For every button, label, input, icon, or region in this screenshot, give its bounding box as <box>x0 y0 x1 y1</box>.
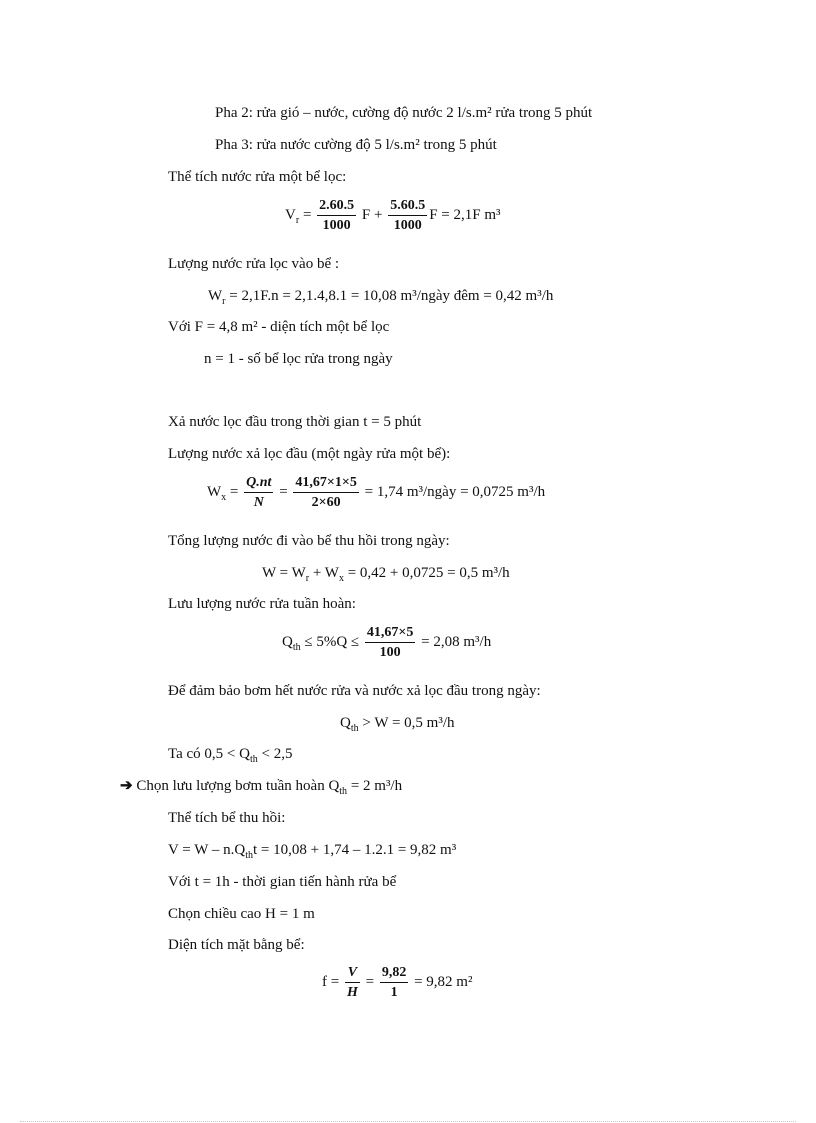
vr-eq-sign: = <box>299 206 316 223</box>
f-f2-num: 9,82 <box>380 964 409 983</box>
vr-f2-num: 5.60.5 <box>388 197 427 216</box>
f-f1-den: H <box>346 985 358 1000</box>
wx-eq-sign: = <box>226 483 243 500</box>
qth-gt-lhs: Q <box>340 715 351 731</box>
w-b: + W <box>309 565 339 581</box>
wr-equation <box>208 286 553 312</box>
qth-f-num: 41,67×5 <box>365 624 415 643</box>
qth-f-den: 100 <box>379 645 401 660</box>
vr-mid: F + <box>358 206 387 223</box>
qth-lhs: Q <box>282 633 293 650</box>
chon-a: Chọn lưu lượng bơm tuần hoàn Q <box>132 778 340 794</box>
qth-fraction <box>365 624 415 661</box>
f-fraction-2 <box>380 964 409 1001</box>
wx-title: Lượng nước xả lọc đầu (một ngày rửa một bể): <box>168 446 451 462</box>
f-fraction-1 <box>345 964 360 1001</box>
qth-gt-rhs: > W = 0,5 m³/h <box>358 715 455 731</box>
vr-lhs-sub: r <box>295 214 300 226</box>
qth-mid: ≤ 5%Q ≤ <box>300 633 363 650</box>
f-lhs: f = <box>322 973 343 990</box>
wr-title: Lượng nước rửa lọc vào bể : <box>168 256 340 272</box>
w-a: W = W <box>262 565 306 581</box>
wx-eq-sign-2: = <box>275 483 292 500</box>
v-sub: th <box>245 850 254 861</box>
vr-fraction-1 <box>317 197 356 234</box>
luu-title: Lưu lượng nước rửa tuần hoàn: <box>168 596 356 612</box>
vr-equation <box>285 197 501 234</box>
chon-sub: th <box>339 786 348 797</box>
thetich-title: Thể tích bể thu hồi: <box>168 810 286 826</box>
v-equation <box>168 840 456 866</box>
qth-equation <box>282 624 491 661</box>
wx-fraction-2 <box>293 474 358 511</box>
w-b-sub: x <box>338 573 344 584</box>
voi-f-line: Với F = 4,8 m² - diện tích một bể lọc <box>168 319 390 335</box>
wr-lhs: W <box>208 288 223 304</box>
chon-b: = 2 m³/h <box>347 778 403 794</box>
vr-f2-den: 1000 <box>393 218 422 233</box>
vr-fraction-2 <box>388 197 427 234</box>
wx-equation <box>207 474 545 511</box>
w-c: = 0,42 + 0,0725 = 0,5 m³/h <box>343 565 510 581</box>
xa-title: Xả nước lọc đầu trong thời gian t = 5 phút <box>168 414 422 430</box>
w-equation <box>262 563 510 589</box>
wr-rest: = 2,1F.n = 2,1.4,8.1 = 10,08 m³/ngày đêm = 0,42 m³/h <box>225 288 554 304</box>
v-b: t = 10,08 + 1,74 – 1.2.1 = 9,82 m³ <box>253 842 457 858</box>
vr-rhs: F = 2,1F m³ <box>429 206 501 223</box>
wx-rhs: = 1,74 m³/ngày = 0,0725 m³/h <box>360 483 546 500</box>
wx-fraction-1 <box>244 474 273 511</box>
wx-f1-num: Q.nt <box>244 474 273 493</box>
taco-line <box>168 744 292 770</box>
vr-lhs: V <box>285 206 296 223</box>
vr-title: Thể tích nước rửa một bể lọc: <box>168 169 347 185</box>
f-equation <box>322 964 472 1001</box>
vr-f1-num: 2.60.5 <box>317 197 356 216</box>
qth-lhs-sub: th <box>292 641 301 653</box>
chon-h-line: Chọn chiều cao H = 1 m <box>168 906 315 922</box>
chon-line <box>120 776 402 802</box>
qth-gt-equation <box>340 713 455 739</box>
f-eq-sign: = <box>361 973 378 990</box>
wr-lhs-sub: r <box>222 296 226 307</box>
f-f2-den: 1 <box>390 985 398 1000</box>
vr-f1-den: 1000 <box>322 218 351 233</box>
qth-rhs: = 2,08 m³/h <box>417 633 492 650</box>
taco-sub: th <box>249 754 258 765</box>
voi-t-line: Với t = 1h - thời gian tiến hành rửa bể <box>168 874 397 890</box>
taco-a: Ta có 0,5 < Q <box>168 746 250 762</box>
qth-gt-sub: th <box>350 723 359 734</box>
page-bottom-divider <box>20 1121 796 1122</box>
f-rhs: = 9,82 m² <box>410 973 473 990</box>
voi-n-line: n = 1 - số bể lọc rửa trong ngày <box>204 351 393 367</box>
de-title: Để đảm bảo bơm hết nước rửa và nước xả lọc đầu trong ngày: <box>168 683 541 699</box>
tong-title: Tổng lượng nước đi vào bể thu hồi trong ngày: <box>168 533 450 549</box>
wx-f2-num: 41,67×1×5 <box>293 474 358 493</box>
wx-f1-den: N <box>253 495 264 510</box>
w-a-sub: r <box>305 573 310 584</box>
wx-lhs: W <box>207 483 222 500</box>
pha2-line: Pha 2: rửa gió – nước, cường độ nước 2 l/s.m² rửa trong 5 phút <box>215 105 593 121</box>
f-f1-num: V <box>345 964 360 983</box>
v-a: V = W – n.Q <box>168 842 246 858</box>
wx-f2-den: 2×60 <box>311 495 341 510</box>
wx-lhs-sub: x <box>221 491 227 503</box>
arrow-right-icon: ➔ <box>120 778 133 794</box>
dientich-title: Diện tích mặt bằng bể: <box>168 937 305 953</box>
taco-b: < 2,5 <box>257 746 293 762</box>
pha3-line: Pha 3: rửa nước cường độ 5 l/s.m² trong 5 phút <box>215 137 497 153</box>
